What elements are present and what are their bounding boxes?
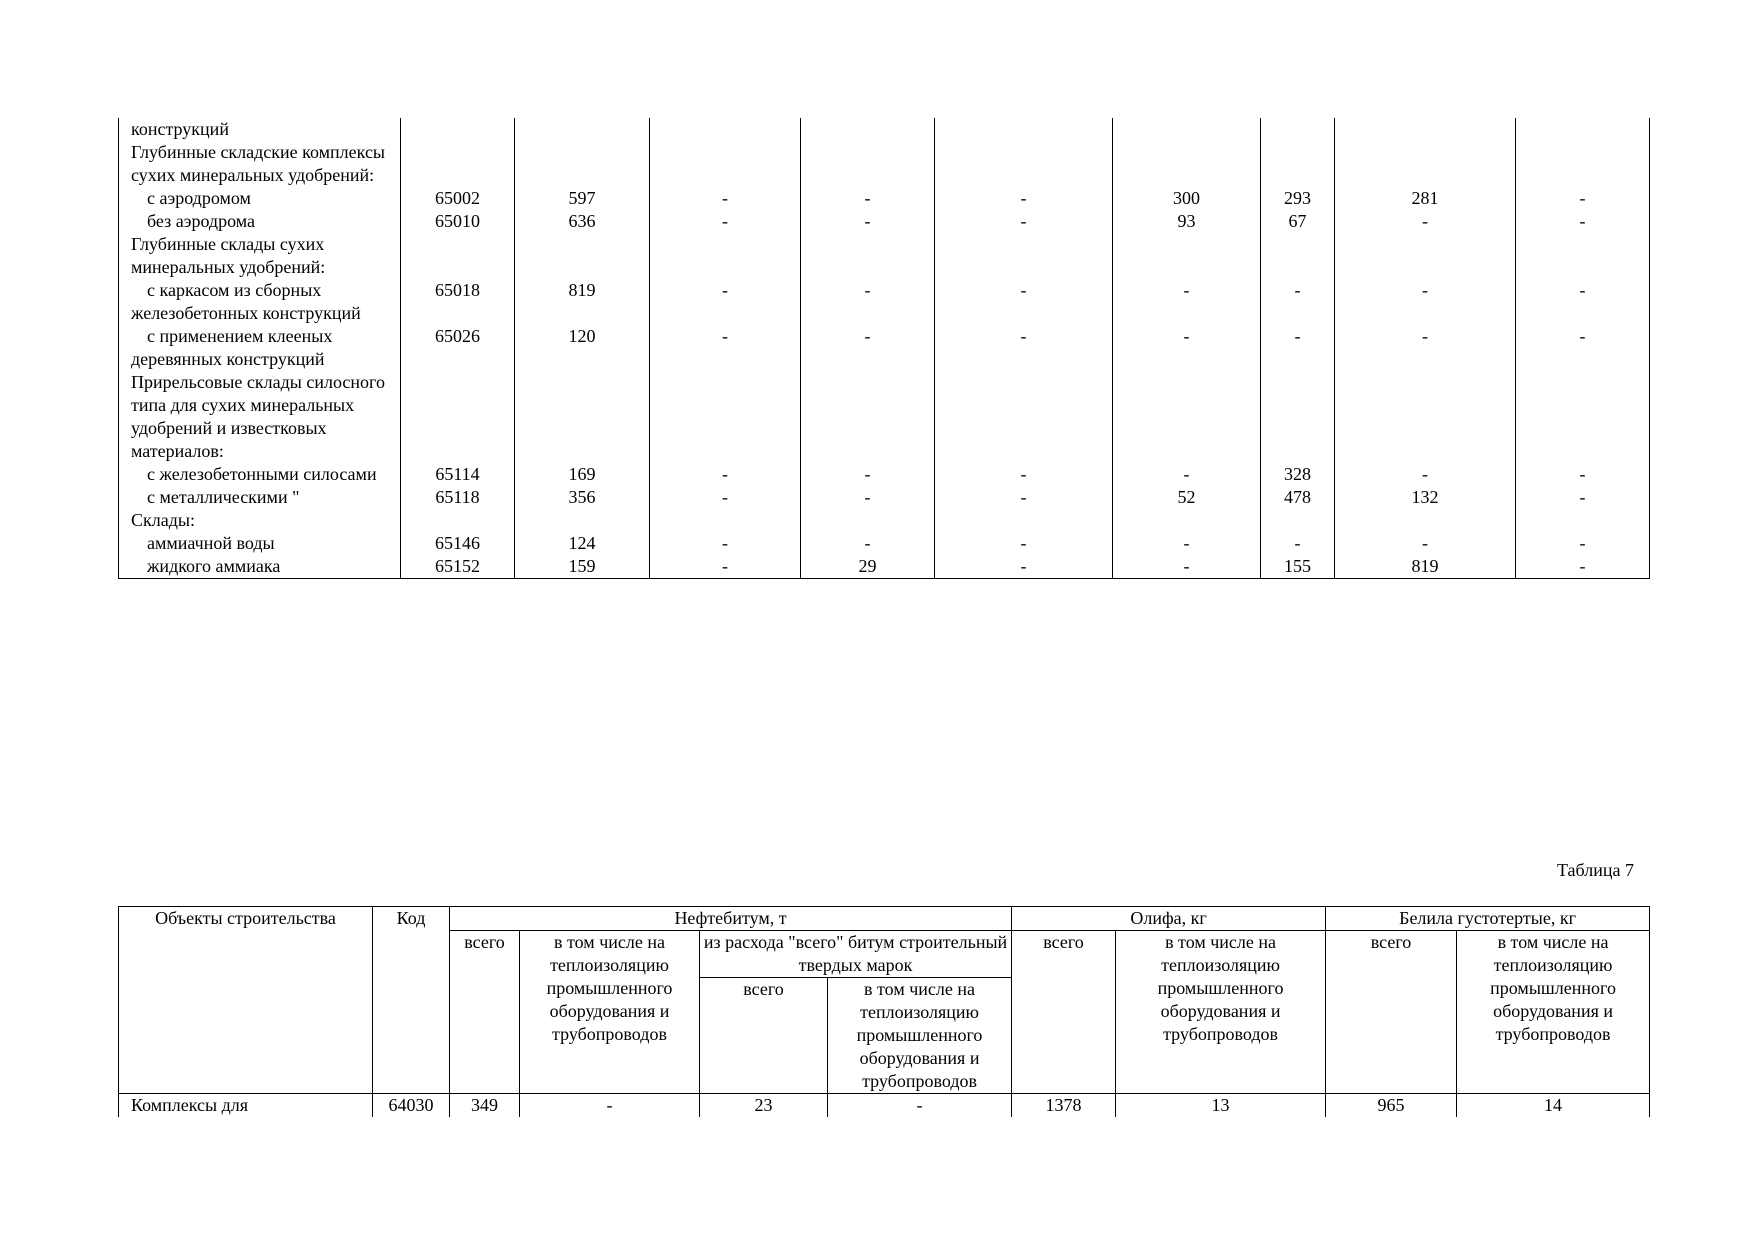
cell-value: - <box>1516 486 1650 509</box>
table-row <box>119 279 1650 325</box>
cell-code <box>401 118 515 141</box>
header-solid-bitumen-total: всего <box>700 978 828 1094</box>
cell-olifa-total: 1378 <box>1012 1094 1116 1118</box>
cell-value: 819 <box>515 279 650 325</box>
header-code: Код <box>373 907 450 1094</box>
cell-value: - <box>801 463 935 486</box>
cell-value: - <box>801 279 935 325</box>
cell-value: 120 <box>515 325 650 371</box>
row-name: Глубинные складские комплексы сухих минеральных удобрений: <box>119 141 401 187</box>
cell-value: - <box>650 555 801 579</box>
cell-value <box>935 141 1113 187</box>
row-name: без аэродрома <box>119 210 401 233</box>
cell-value <box>801 371 935 463</box>
header-solid-bitumen-insulation: в том числе на теплоизоляцию промышленного оборудования и трубопроводов <box>828 978 1012 1094</box>
cell-value: 132 <box>1335 486 1516 509</box>
header-belila-total: всего <box>1326 931 1457 1094</box>
cell-code: 65018 <box>401 279 515 325</box>
cell-value <box>1261 118 1335 141</box>
cell-value: - <box>1516 463 1650 486</box>
cell-value <box>515 118 650 141</box>
cell-value <box>801 118 935 141</box>
cell-value: 29 <box>801 555 935 579</box>
cell-code <box>401 371 515 463</box>
header-olifa: Олифа, кг <box>1012 907 1326 931</box>
table-row <box>119 210 1650 233</box>
row-name: конструкций <box>119 118 401 141</box>
table-row <box>119 532 1650 555</box>
cell-value <box>1335 233 1516 279</box>
cell-value: - <box>1261 532 1335 555</box>
header-row-1 <box>119 907 1650 931</box>
cell-value <box>1516 233 1650 279</box>
cell-value <box>801 509 935 532</box>
cell-value: - <box>650 532 801 555</box>
cell-value: 155 <box>1261 555 1335 579</box>
cell-value <box>1113 118 1261 141</box>
row-name: жидкого аммиака <box>119 555 401 579</box>
cell-value: 597 <box>515 187 650 210</box>
cell-value: - <box>935 486 1113 509</box>
cell-value <box>935 509 1113 532</box>
cell-value: - <box>935 210 1113 233</box>
cell-value: 636 <box>515 210 650 233</box>
cell-value <box>650 118 801 141</box>
row-name: аммиачной воды <box>119 532 401 555</box>
table-caption: Таблица 7 <box>1557 860 1634 880</box>
cell-value: - <box>1335 532 1516 555</box>
cell-value: 169 <box>515 463 650 486</box>
cell-value: - <box>650 325 801 371</box>
cell-value: - <box>1335 325 1516 371</box>
cell-value: - <box>1113 532 1261 555</box>
cell-value: - <box>1516 325 1650 371</box>
cell-value <box>650 233 801 279</box>
cell-value <box>1113 371 1261 463</box>
cell-olifa-insulation: 13 <box>1116 1094 1326 1118</box>
cell-solid-bitumen-total: 23 <box>700 1094 828 1118</box>
cell-value: 281 <box>1335 187 1516 210</box>
cell-value: - <box>650 486 801 509</box>
cell-value <box>515 233 650 279</box>
cell-code: 65010 <box>401 210 515 233</box>
cell-value: - <box>1516 532 1650 555</box>
cell-value <box>1113 233 1261 279</box>
row-name: с каркасом из сборных железобетонных конструкций <box>119 279 401 325</box>
materials-table-continuation <box>118 118 1650 579</box>
cell-value <box>1335 141 1516 187</box>
cell-value: - <box>1113 555 1261 579</box>
cell-value <box>1113 141 1261 187</box>
row-name: с аэродромом <box>119 187 401 210</box>
cell-code: 65002 <box>401 187 515 210</box>
cell-value: - <box>1113 463 1261 486</box>
cell-value: - <box>1516 187 1650 210</box>
cell-value <box>515 371 650 463</box>
cell-value <box>935 118 1113 141</box>
cell-value: 159 <box>515 555 650 579</box>
cell-value: - <box>1335 463 1516 486</box>
cell-value <box>1113 509 1261 532</box>
cell-value <box>515 509 650 532</box>
cell-code: 65026 <box>401 325 515 371</box>
cell-value: - <box>1261 325 1335 371</box>
cell-bitumen-total: 349 <box>450 1094 520 1118</box>
cell-code: 65118 <box>401 486 515 509</box>
cell-value: - <box>650 210 801 233</box>
row-name: с железобетонными силосами <box>119 463 401 486</box>
cell-value <box>1261 509 1335 532</box>
cell-code <box>401 233 515 279</box>
cell-value: 819 <box>1335 555 1516 579</box>
cell-value <box>650 141 801 187</box>
header-bitumen-from-total: из расхода "всего" битум строительный твердых марок <box>700 931 1012 978</box>
header-olifa-insulation: в том числе на теплоизоляцию промышленного оборудования и трубопроводов <box>1116 931 1326 1094</box>
cell-value: - <box>935 279 1113 325</box>
cell-value: - <box>1516 210 1650 233</box>
cell-value: - <box>650 187 801 210</box>
header-belila: Белила густотертые, кг <box>1326 907 1650 931</box>
table-row <box>119 509 1650 532</box>
cell-value <box>650 371 801 463</box>
cell-value: - <box>935 463 1113 486</box>
header-bitumen-insulation: в том числе на теплоизоляцию промышленного оборудования и трубопроводов <box>520 931 700 1094</box>
cell-value <box>515 141 650 187</box>
cell-value <box>1261 141 1335 187</box>
cell-value: - <box>1261 279 1335 325</box>
cell-value: - <box>801 210 935 233</box>
cell-code <box>401 141 515 187</box>
cell-value: 356 <box>515 486 650 509</box>
table-body <box>119 118 1650 579</box>
cell-value: 300 <box>1113 187 1261 210</box>
cell-value <box>801 141 935 187</box>
cell-value: - <box>1335 279 1516 325</box>
cell-code <box>401 509 515 532</box>
cell-value <box>1516 371 1650 463</box>
header-objects: Объекты строительства <box>119 907 373 1094</box>
cell-value: - <box>650 463 801 486</box>
row-name: с металлическими " <box>119 486 401 509</box>
table-row <box>119 371 1650 463</box>
cell-code: 65146 <box>401 532 515 555</box>
row-name: Глубинные склады сухих минеральных удобрений: <box>119 233 401 279</box>
table-row <box>119 555 1650 579</box>
cell-value: - <box>935 532 1113 555</box>
table-row <box>119 463 1650 486</box>
cell-value <box>935 233 1113 279</box>
cell-value <box>1516 118 1650 141</box>
cell-value: - <box>935 325 1113 371</box>
table-7 <box>118 906 1650 1117</box>
cell-value <box>1261 371 1335 463</box>
cell-value: - <box>650 279 801 325</box>
cell-value <box>1335 118 1516 141</box>
cell-value <box>1261 233 1335 279</box>
cell-solid-bitumen-insulation: - <box>828 1094 1012 1118</box>
cell-value: - <box>801 187 935 210</box>
cell-value <box>1335 371 1516 463</box>
cell-value <box>1516 509 1650 532</box>
cell-value: - <box>801 486 935 509</box>
header-olifa-total: всего <box>1012 931 1116 1094</box>
cell-value: - <box>1113 279 1261 325</box>
cell-value: 67 <box>1261 210 1335 233</box>
cell-value: 124 <box>515 532 650 555</box>
cell-belila-insulation: 14 <box>1457 1094 1650 1118</box>
cell-belila-total: 965 <box>1326 1094 1457 1118</box>
cell-value <box>935 371 1113 463</box>
cell-value: 52 <box>1113 486 1261 509</box>
table-row <box>119 486 1650 509</box>
table-row <box>119 141 1650 187</box>
cell-value: 328 <box>1261 463 1335 486</box>
cell-value: - <box>935 187 1113 210</box>
cell-value: 478 <box>1261 486 1335 509</box>
cell-value: - <box>1516 555 1650 579</box>
cell-value <box>1335 509 1516 532</box>
cell-value <box>1516 141 1650 187</box>
cell-value: 293 <box>1261 187 1335 210</box>
header-belila-insulation: в том числе на теплоизоляцию промышленного оборудования и трубопроводов <box>1457 931 1650 1094</box>
row-name: Прирельсовые склады силосного типа для сухих минеральных удобрений и известковых материалов: <box>119 371 401 463</box>
cell-value: - <box>1516 279 1650 325</box>
cell-value: - <box>1335 210 1516 233</box>
table-row <box>119 187 1650 210</box>
cell-value: 93 <box>1113 210 1261 233</box>
cell-value: - <box>935 555 1113 579</box>
row-name: Комплексы для <box>119 1094 373 1118</box>
cell-code: 64030 <box>373 1094 450 1118</box>
cell-bitumen-insulation: - <box>520 1094 700 1118</box>
header-bitumen: Нефтебитум, т <box>450 907 1012 931</box>
row-name: Склады: <box>119 509 401 532</box>
cell-code: 65114 <box>401 463 515 486</box>
cell-value: - <box>801 532 935 555</box>
header-bitumen-total: всего <box>450 931 520 1094</box>
cell-value <box>650 509 801 532</box>
table-row <box>119 325 1650 371</box>
table-row <box>119 118 1650 141</box>
cell-value: - <box>1113 325 1261 371</box>
cell-value <box>801 233 935 279</box>
table-row <box>119 1094 1650 1118</box>
cell-code: 65152 <box>401 555 515 579</box>
table-row <box>119 233 1650 279</box>
cell-value: - <box>801 325 935 371</box>
row-name: с применением клееных деревянных конструкций <box>119 325 401 371</box>
